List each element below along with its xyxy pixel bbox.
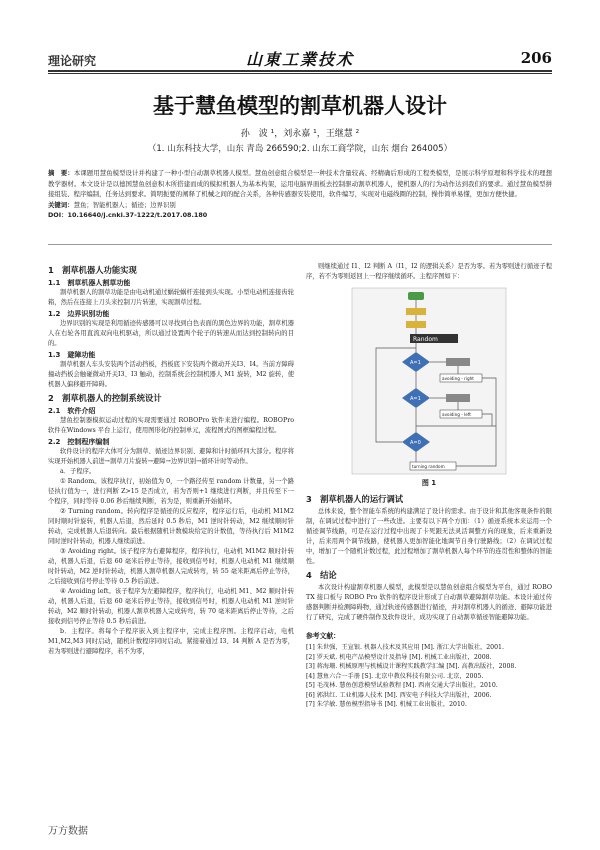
section-2-1-heading: 2.1 软件介绍 bbox=[48, 407, 96, 415]
section-4-heading: 4 结论 bbox=[306, 570, 337, 580]
motor-block bbox=[406, 308, 426, 315]
reference-item: [7] 朱学敏. 慧鱼模型指导书 [M]. 机械工业出版社，2010. bbox=[306, 701, 467, 708]
random-label: Random bbox=[413, 336, 438, 343]
avoid-left-label: avoiding - left bbox=[442, 412, 471, 417]
subroutine-block bbox=[446, 394, 470, 402]
abstract-label: 摘 要： bbox=[48, 169, 74, 177]
paper-title: 基于慧鱼模型的割草机器人设计 bbox=[153, 94, 447, 118]
decision-a0-label: A=0 bbox=[410, 440, 421, 446]
turning-random-label: turning random bbox=[412, 464, 445, 469]
abstract-divider bbox=[48, 244, 552, 245]
paragraph: b．主程序。将每个子程序嵌入到主程序中，完成主程序图。主程序启动，电机 M1,M2,M3 同时启动，随机计数程序同时启动。紧接着通过 I3、I4 判断 A 是否为零，若为零则进行避障程序，若不为零， bbox=[48, 628, 294, 655]
paragraph: 总体来说，整个智能车系统的构建满足了设计的需求。由于设计和其他客观条件的限制，在调试过程中进行了一些改进。主要有以下两个方面：（1）循迹系统本来运用一个循迹调节线路，可是在运行过程中出现了卡死跟无法灵活调整方向的现象，后来重新设计，后来用两个调节线路，使机器人更加智能化地调节自身行驶路线；（2）在调试过程中，增加了一个随机计数过程，此过程增加了割草机器人每个环节的连贯性和整体的智能性。 bbox=[306, 508, 552, 565]
keywords: 慧鱼；智能机器人；循迹；边界识别 bbox=[73, 200, 176, 209]
reference-item: [6] 郭洪红. 工业机器人技术 [M]. 西安电子科技大学出版社，2006. bbox=[306, 691, 492, 699]
start-node bbox=[408, 292, 424, 300]
section-label: 理论研究 bbox=[48, 54, 97, 68]
reference-item: [3] 蒋海珊. 机械原理与机械设计课程实践教学汇编 [M]. 高教出版社，2008. bbox=[306, 663, 517, 670]
paragraph: ④ Avoiding left。该子程序为左避障程序，程序执行，电动机 M1、M2 顺时针转动，机器人后退，后退 60 毫米后停止等待，接收到信号时，机器人电动机 M1 逆时针转动，M2 顺时针转动，机器人割草机器人完成转弯，转 70 毫米距离后停止等待，之后接收到信号停止等待 0.5 秒后前进。 bbox=[48, 588, 294, 625]
section-1-2-heading: 1.2 边界识别功能 bbox=[48, 310, 110, 318]
left-column bbox=[48, 262, 294, 657]
section-3-heading: 3 割草机器人的运行调试 bbox=[306, 494, 404, 504]
decision-a1-label: A=1 bbox=[410, 360, 421, 366]
decision-a2-label: A=1 bbox=[410, 396, 421, 402]
reference-item: [5] 毛茂林. 慧鱼创意模型试验教程 [M]. 西南交通大学出版社，2010. bbox=[306, 682, 498, 689]
keywords-label: 关键词： bbox=[48, 200, 74, 209]
paragraph: 本次设计构建割草机器人模型，此模型是以慧鱼创意组合模型为平台，通过 ROBO TX 接口板与 ROBO Pro 软件的程序设计形成了自动割草避障割草功能。本设计通过传感器判断并检测障碍物，通过轨迹传感器进行循迹，并对割草机器人的循迹、避障功能进行了研究，完成了硬件制作及软件设计，成功实现了自动割草循迹智能避障功能。 bbox=[306, 584, 552, 621]
references-heading: 参考文献： bbox=[306, 632, 340, 640]
motor-block bbox=[406, 321, 426, 328]
paragraph: 则继续通过 I1、I2 判断 A（I1，I2 的逻辑关系）是否为零。若为零则进行循迹子程序，若不为零则返回上一程序继续循环。主程序图如下： bbox=[306, 263, 552, 280]
paragraph: 软件设计的程序大体可分为割草、循迹边界识别、避障和计时循环四大部分。程序将实现开始机器人前进→割草刀片旋转→避障→边界识别→循环计时等动作。 bbox=[48, 448, 294, 465]
abstract-text: 本课题用慧鱼模型设计并构建了一种小型自动割草机器人模型。慧鱼创意组合模型是一种技术含量较高、经精确后形成的工程类模型，是展示科学原理和科学技术的理想教学器材。本文设计是以德国慧鱼创意积木所搭建而成的模拟机器人为基本构架，运用电脑界面板去控制驱动割草机器人，使机器人的行为动作达到我们的要求。通过慧鱼模型拼接组装、程序编制，任务达到要求。简明扼要的阐释了机械之间的配合关系，各种传感器安装使用，软件编写，实现对电磁线圈的控制，操作简单易懂，更加方便快捷。 bbox=[48, 169, 553, 198]
flowchart-figure bbox=[306, 286, 552, 476]
section-2-2-heading: 2.2 控制程序编制 bbox=[48, 438, 110, 446]
paragraph: 边界识别的实现是利用循迹传感器可以寻找到白色表面的黑色边界的功能，割草机器人在右轮各用直流双向电机驱动，所以通过设置两个轮子的转速从而达到控制转向的目的。 bbox=[48, 320, 294, 347]
doi[interactable]: DOI：10.16640/j.cnki.37-1222/t.2017.08.180 bbox=[48, 211, 208, 219]
header-rule-thin bbox=[48, 73, 552, 74]
section-1-heading: 1 割草机器人功能实现 bbox=[48, 265, 137, 275]
authors: 孙 波 ¹，刘永嘉 ¹，王继慧 ² bbox=[240, 129, 360, 139]
paragraph: 慧鱼控制器模拟运动过程的实现需要通过 ROBOPro 软件来进行编程。ROBOPro 软件在Windows 平台上运行，使用图形化的控制单元，流程图式的图框编程过程。 bbox=[48, 417, 294, 434]
section-1-3-heading: 1.3 避障功能 bbox=[48, 351, 96, 359]
section-1-1-heading: 1.1 割草机器人割草功能 bbox=[48, 279, 131, 287]
reference-item: [2] 罗天斌. 机电产品模型设计及指导 [M]. 机械工业出版社，2008. bbox=[306, 653, 492, 661]
paragraph: 割草机器人的割草功能是由电动机通过蜗轮蜗杆连接到头实现。小型电动机连接齿轮箱，然后在连接上刀头来控制刀片转速，实现割草过程。 bbox=[48, 289, 294, 306]
paragraph: a．子程序。 bbox=[60, 468, 96, 475]
journal-name: 山東工業技术 bbox=[245, 50, 354, 69]
reference-item: [4] 慧鱼六合一手册 [S]. 北京中教仪科技有限公司. 北京，2005. bbox=[306, 672, 484, 680]
header-rule bbox=[48, 70, 552, 72]
reference-item: [1] 朱世强，王宣银. 机器人技术及其应用 [M]. 浙江大学出版社，2001. bbox=[306, 644, 504, 651]
subroutine-block bbox=[446, 358, 470, 366]
paragraph: ① Random。该程序执行，初始值为 0，一个路径传至 random 计数量，另一个路径执行值为一，进行判断 Z>15 是否成立，若为否则+1 继续进行判断，并且传至下一个程序，同时等待 0.06 秒后继续判断，若为是，则重新开始循环。 bbox=[48, 478, 294, 505]
avoid-right-label: avoiding - right bbox=[442, 376, 474, 381]
footer-watermark: 万方数据 bbox=[48, 826, 88, 837]
right-column bbox=[306, 262, 552, 710]
figure-caption: 图 1 bbox=[421, 479, 437, 487]
affiliation: （1. 山东科技大学，山东 青岛 266590;2. 山东工商学院，山东 烟台 264005） bbox=[147, 144, 453, 154]
paragraph: ② Turning random。转向程序是循迹的反应程序，程序运行后，电动机 M1M2 同时顺时针旋转，机器人后退，然后延时 0.5 秒后，M1 逆时针转动，M2 继续顺时针转动，完成机器人后退转向。最后根据随机计数模块给定的计数值，等待执行后 M1M2 同时逆时针转动，机器人继续前进。 bbox=[48, 508, 294, 545]
page-number: 206 bbox=[520, 49, 552, 67]
section-2-heading: 2 割草机器人的控制系统设计 bbox=[48, 393, 162, 403]
abstract-block bbox=[48, 168, 552, 221]
paragraph: ③ Avoiding right。该子程序为右避障程序，程序执行，电动机 M1M2 顺时针转动，机器人后退，后退 60 毫米后停止等待，接收到信号时，机器人电动机 M1 继续顺时针转动，M2 逆时针转动，机器人割草机器人完成转弯，转 55 毫米距离后停止等待，之后接收到信号停止等待 0.5 秒后前进。 bbox=[48, 548, 294, 585]
paragraph: 割草机器人车头安装两个活动挡板，挡板底下安装两个微动开关I3、I4。当前方障碍撞动挡板会触碰微动开关I3、I3 触动，控制系统会控制机器人 M1 旋转，M2 旋转，使机器人偏移避开障碍。 bbox=[48, 361, 294, 388]
flowchart-svg bbox=[306, 286, 552, 476]
